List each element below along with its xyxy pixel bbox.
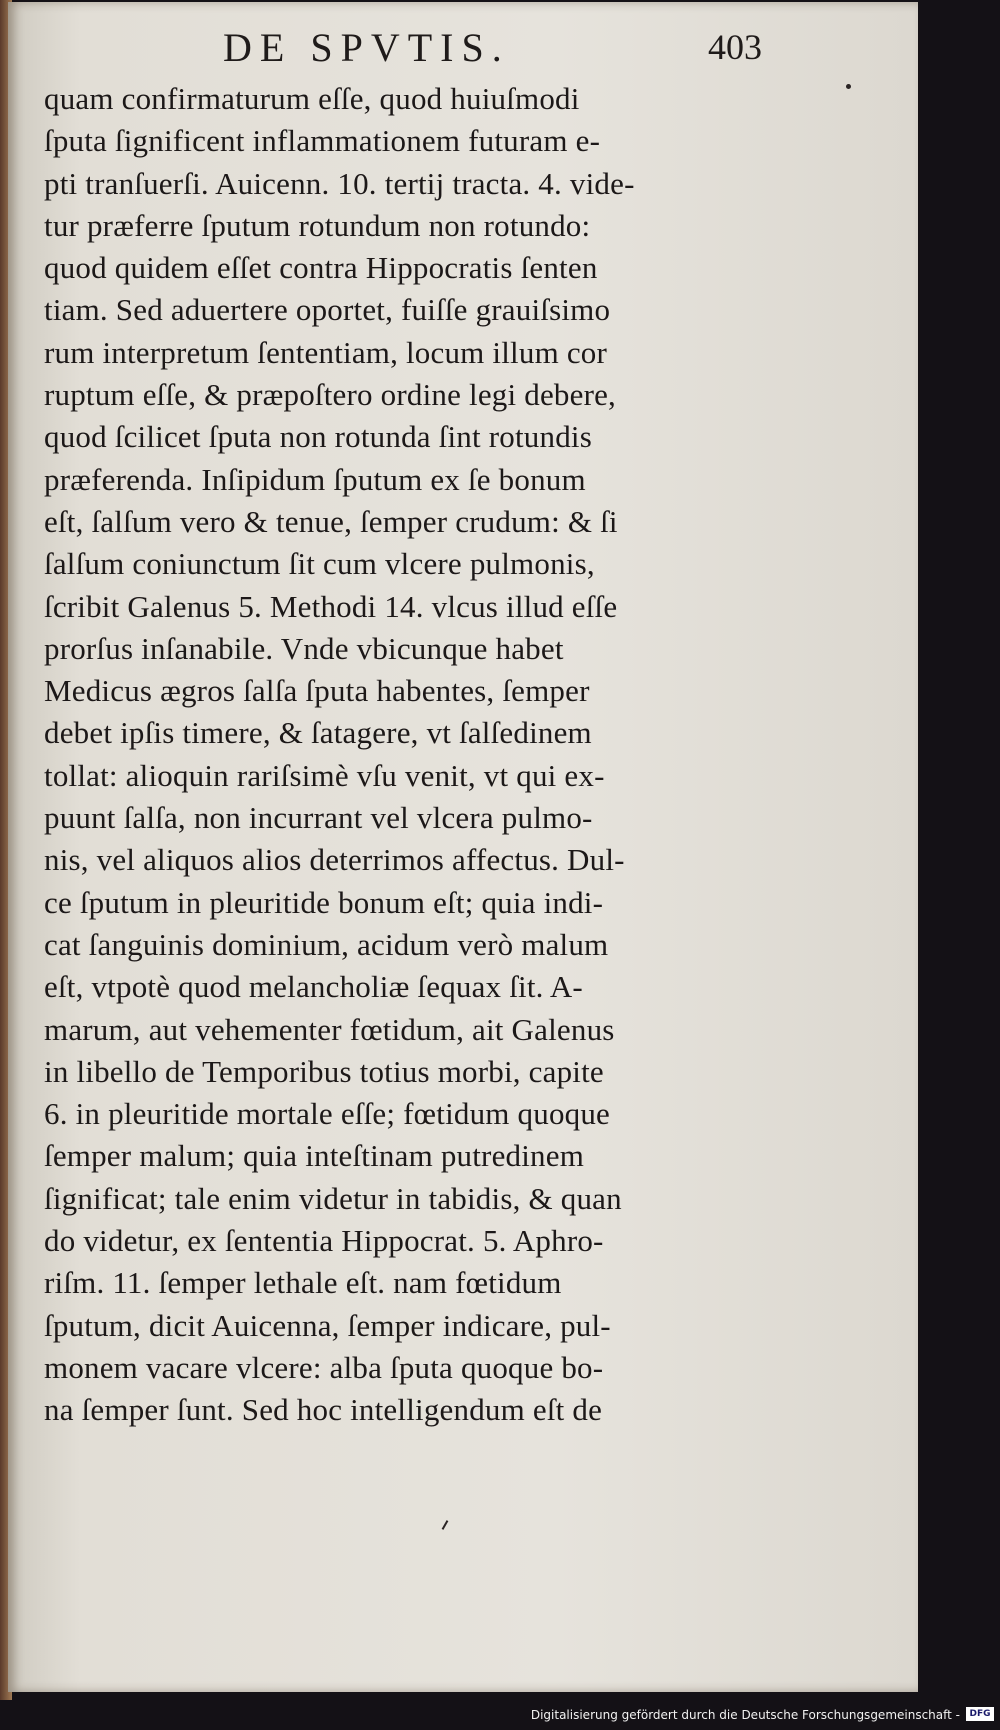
text-line: ſignificat; tale enim videtur in tabidis, & quan	[44, 1180, 622, 1216]
text-line: eſt, ſalſum vero & tenue, ſemper crudum: & ſi	[44, 503, 618, 539]
running-head: DE SPVTIS.	[223, 25, 510, 70]
text-line: riſm. 11. ſemper lethale eſt. nam fœtidum	[44, 1265, 562, 1301]
text-line: quod ſcilicet ſputa non rotunda ſint rotundis	[44, 419, 592, 455]
text-line: 6. in pleuritide mortale eſſe; fœtidum quoque	[44, 1096, 611, 1132]
text-line: rum interpretum ſententiam, locum illum cor	[44, 334, 608, 370]
text-line: puunt ſalſa, non incurrant vel vlcera pulmo-	[44, 800, 593, 836]
text-line: ſputum, dicit Auicenna, ſemper indicare, pul-	[44, 1307, 611, 1343]
text-line: Medicus ægros ſalſa ſputa habentes, ſemper	[44, 673, 590, 709]
text-line: debet ipſis timere, & ſatagere, vt ſalſedinem	[44, 715, 592, 751]
ink-mark	[442, 1520, 449, 1530]
text-line: tiam. Sed aduertere oportet, fuiſſe grauiſsimo	[44, 292, 611, 328]
text-line: ſalſum coniunctum ſit cum vlcere pulmonis,	[44, 546, 595, 582]
text-line: tollat: alioquin rariſsimè vſu venit, vt qui ex-	[44, 757, 605, 793]
digitization-credit: Digitalisierung gefördert durch die Deutsche Forschungsgemeinschaft -	[530, 1708, 960, 1722]
text-line: ce ſputum in pleuritide bonum eſt; quia indi-	[44, 884, 604, 920]
body-text	[44, 78, 784, 1432]
text-line: eſt, vtpotè quod melancholiæ ſequax ſit. A-	[44, 969, 583, 1005]
text-line: pti tranſuerſi. Auicenn. 10. tertij tracta. 4. vide-	[44, 165, 635, 201]
text-line: ſputa ſignificent inflammationem futuram e-	[44, 123, 601, 159]
footer-bar	[0, 1700, 1000, 1730]
text-line: nis, vel aliquos alios deterrimos affectus. Dul-	[44, 842, 625, 878]
text-line: tur præferre ſputum rotundum non rotundo:	[44, 207, 591, 243]
dfg-logo: DFG	[966, 1707, 994, 1721]
text-line: quam confirmaturum eſſe, quod huiuſmodi	[44, 81, 580, 116]
text-line: cat ſanguinis dominium, acidum verò malum	[44, 926, 609, 962]
text-line: do videtur, ex ſententia Hippocrat. 5. Aphro-	[44, 1223, 604, 1259]
text-line: ſcribit Galenus 5. Methodi 14. vlcus illud eſſe	[44, 588, 618, 624]
text-line: quod quidem eſſet contra Hippocratis ſenten	[44, 250, 598, 286]
book-page	[8, 2, 918, 1692]
text-line: marum, aut vehementer fœtidum, ait Galenus	[44, 1011, 615, 1047]
text-line: in libello de Temporibus totius morbi, capite	[44, 1053, 604, 1089]
text-line: na ſemper ſunt. Sed hoc intelligendum eſt de	[44, 1392, 603, 1428]
ink-speck	[846, 84, 851, 89]
page-number: 403	[708, 27, 762, 67]
text-line: prorſus inſanabile. Vnde vbicunque habet	[44, 630, 564, 666]
text-line: præferenda. Inſipidum ſputum ex ſe bonum	[44, 461, 586, 497]
text-line: monem vacare vlcere: alba ſputa quoque bo-	[44, 1349, 604, 1385]
text-line: ruptum eſſe, & præpoſtero ordine legi debere,	[44, 377, 616, 413]
text-line: ſemper malum; quia inteſtinam putredinem	[44, 1138, 585, 1174]
